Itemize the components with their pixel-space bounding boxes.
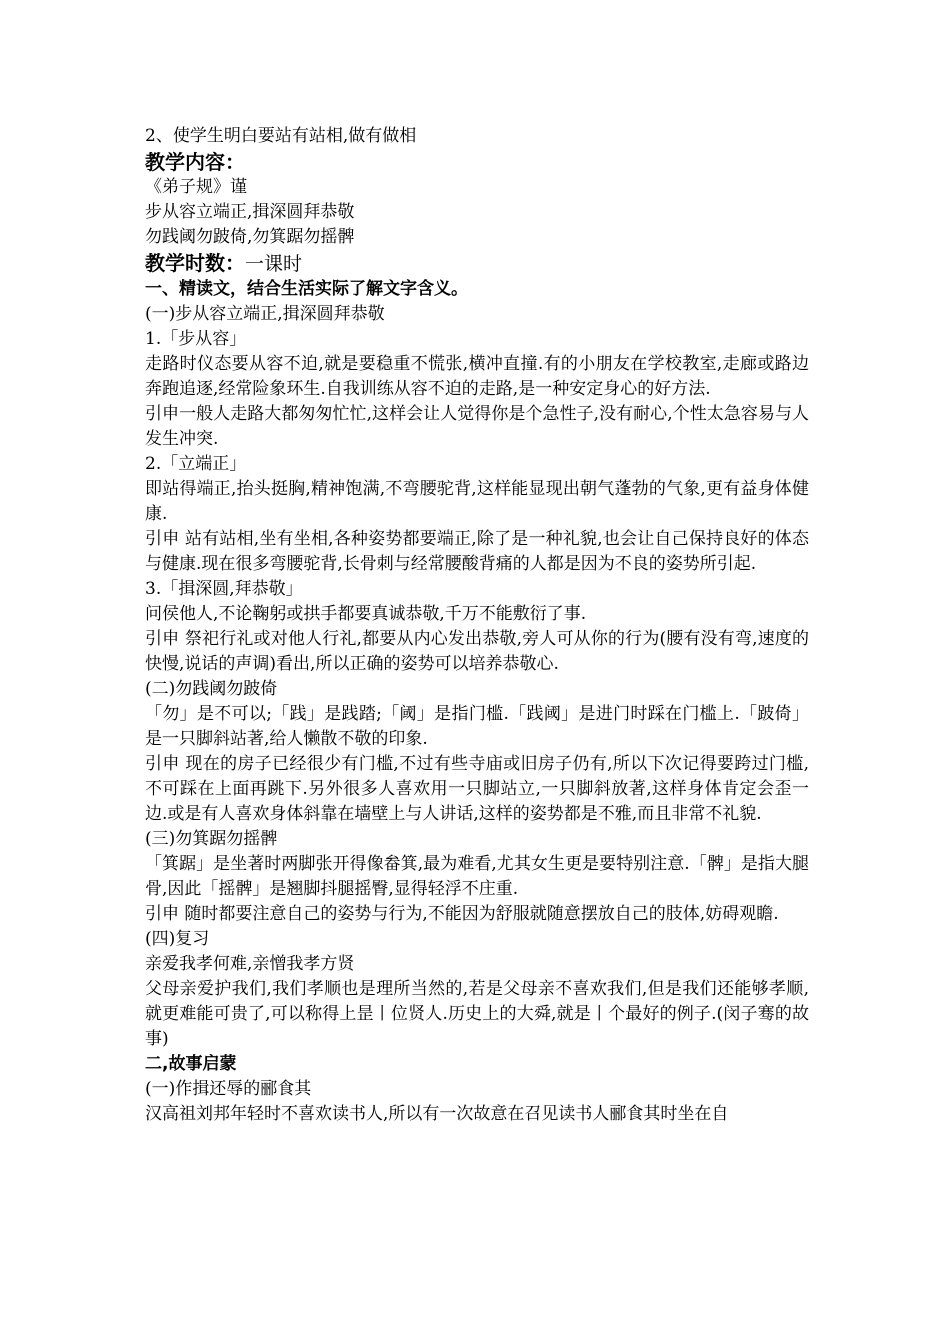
subsection-title: (一)步从容立端正,揖深圆拜恭敬 <box>145 304 385 324</box>
item-title: 1.「步从容」 <box>145 329 247 349</box>
paragraph: 汉高祖刘邦年轻时不喜欢读书人,所以有一次故意在召见读书人郦食其时坐在自 <box>145 1104 729 1124</box>
objective-line: 2、使学生明白要站有站相,做有做相 <box>145 126 417 146</box>
content-line: 勿践阈勿跛倚,勿箕踞勿摇髀 <box>145 227 355 247</box>
paragraph: 问侯他人,不论鞠躬或拱手都要真诚恭敬,千万不能敷衍了事. <box>145 604 587 624</box>
paragraph: 「勿」是不可以;「践」是践踏;「阈」是指门槛.「践阈」是进门时踩在门槛上.「跛倚」是一只脚斜站著,给人懒散不敬的印象. <box>145 704 809 749</box>
document-page <box>145 124 809 1127</box>
subsection-title: (四)复习 <box>145 929 210 949</box>
paragraph: 「箕踞」是坐著时两脚张开得像畚箕,最为难看,尤其女生更是要特别注意.「髀」是指大腿骨,因此「摇髀」是翘脚抖腿摇臀,显得轻浮不庄重. <box>145 854 809 899</box>
content-line: 《弟子规》谨 <box>145 177 247 197</box>
subsection-title: (二)勿践阈勿跛倚 <box>145 679 278 699</box>
paragraph: 父母亲爱护我们,我们孝顺也是理所当然的,若是父母亲不喜欢我们,但是我们还能够孝顺,就更难能可贵了,可以称得上昰丨位贤人.历史上的大舜,就是丨个最好的例子.(闵子骞的故事) <box>145 979 809 1049</box>
subsection-title: (三)勿箕踞勿摇髀 <box>145 829 278 849</box>
subsection-title: (一)作揖还辱的郦食其 <box>145 1079 312 1099</box>
paragraph: 走路时仪态要从容不迫,就是要稳重不慌张,横冲直撞.有的小朋友在学校教室,走廊或路边奔跑追逐,经常险象环生.自我训练从容不迫的走路,是一种安定身心的好方法. <box>145 354 809 399</box>
paragraph: 引申 祭祀行礼或对他人行礼,都要从内心发出恭敬,旁人可从你的行为(腰有没有弯,速度的快慢,说话的声调)看出,所以正确的姿势可以培养恭敬心. <box>145 629 809 674</box>
verse-line: 亲爱我孝何难,亲憎我孝方贤 <box>145 954 355 974</box>
section-title: 二,故事启蒙 <box>145 1054 237 1074</box>
paragraph: 引申 随时都要注意自己的姿势与行为,不能因为舒服就随意摆放自己的肢体,妨碍观瞻. <box>145 904 779 924</box>
paragraph: 引申 站有站相,坐有坐相,各种姿势都要端正,除了是一种礼貌,也会让自己保持良好的体态与健康.现在很多弯腰驼背,长骨刺与经常腰酸背痛的人都是因为不良的姿势所引起. <box>145 529 809 574</box>
section-title: 一、精读文，结合生活实际了解文字含义。 <box>145 279 468 299</box>
paragraph: 引申一般人走路大都匆匆忙忙,这样会让人觉得你是个急性子,没有耐心,个性太急容易与人发生冲突. <box>145 404 809 449</box>
paragraph: 引申 现在的房子已经很少有门槛,不过有些寺庙或旧房子仍有,所以下次记得要跨过门槛,不可踩在上面再跳下.另外很多人喜欢用一只脚站立,一只脚斜放著,这样身体肯定会歪一边.或是有人喜欢身体斜靠在墙壁上与人讲话,这样的姿势都是不雅,而且非常不礼貌. <box>145 754 809 824</box>
item-title: 2.「立端正」 <box>145 454 247 474</box>
hours-value: 一课时 <box>245 253 303 275</box>
hours-line <box>145 250 809 277</box>
content-heading: 教学内容： <box>145 150 245 174</box>
hours-heading: 教学时数： <box>145 251 245 275</box>
paragraph: 即站得端正,抬头挺胸,精神饱满,不弯腰驼背,这样能显现出朝气蓬勃的气象,更有益身体健康. <box>145 479 809 524</box>
item-title: 3.「揖深圆,拜恭敬」 <box>145 579 303 599</box>
content-line: 步从容立端正,揖深圆拜恭敬 <box>145 202 355 222</box>
